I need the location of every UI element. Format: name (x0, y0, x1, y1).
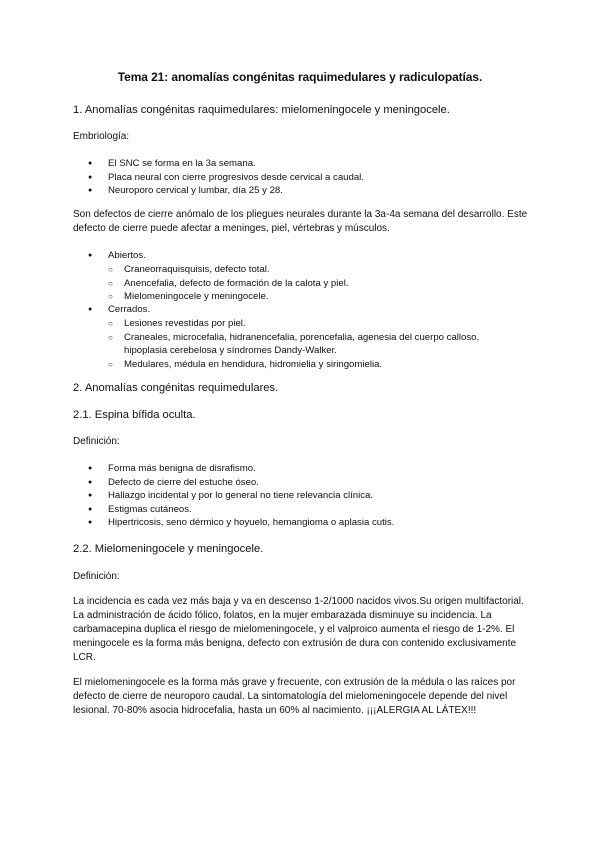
embriologia-label: Embriología: (73, 131, 130, 142)
section-2-heading: 2. Anomalías congénitas requimedulares. (73, 382, 279, 394)
list-item: ● Placa neural con cierre progresivos desde cervical a caudal. (88, 171, 364, 185)
sublist-item: ○ Anencefalia, defecto de formación de la calota y piel. (88, 277, 349, 291)
sublist-item (88, 358, 484, 372)
section-2-2-paragraph-1: La incidencia es cada vez más baja y va en descenso 1-2/1000 nacidos vivos.Su origen multifactorial. La administración de ácido fólico, folatos, en la mujer embarazada disminuye su incidencia. La carbamacepina duplica el riesgo de mielomeningocele, y el valproico aumenta el riesgo de 1-2%. El meningocele es la forma más benigna, defecto con extrusión de dura con contenido exclusivamente LCR. (73, 596, 524, 663)
list-item: ● Hallazgo incidental y por lo general no tiene relevancia clínica. (88, 489, 394, 503)
abiertos-sublist (88, 263, 349, 304)
defect-type-list-2 (88, 303, 150, 317)
section-1-paragraph: Son defectos de cierre anómalo de los pliegues neurales durante la 3a-4a semana del desarrollo. Este defecto de cierre puede afectar a meninges, piel, vértebras y músculos. (73, 209, 528, 234)
sublist-item-text: ○ Craneales, microcefalia, hidranencefalia, porencefalia, agenesia del cuerpo calloso, hipoplasia cerebelosa y síndromes Dandy-Walker. (124, 331, 480, 356)
list-item: ● Neuroporo cervical y lumbar, día 25 y 28. (88, 184, 364, 198)
list-item-cerrados (88, 303, 150, 317)
list-item: ● El SNC se forma en la 3a semana. (88, 157, 364, 171)
espina-bifida-list (88, 462, 394, 530)
section-2-2-paragraph-2: El mielomeningocele es la forma más grave y frecuente, con extrusión de la médula o las raíces por defecto de cierre de neuroporo caudal. La sintomatología del mielomeningocele depende del nivel lesional. 70-80% asocia hidrocefalia, hasta un 60% al nacimiento. ¡¡¡ALERGIA AL LÁTEX!!! (73, 677, 516, 716)
list-item: ● Defecto de cierre del estuche óseo. (88, 476, 394, 490)
sublist-item: ○ Mielomeningocele y meningocele. (88, 290, 349, 304)
section-2-1-heading: 2.1. Espina bífida oculta. (73, 409, 196, 421)
sublist-item (88, 317, 484, 331)
abiertos-label: Abiertos. (108, 250, 146, 261)
sublist-item-text: ○ Medulares, médula en hendidura, hidromielia y siringomielia. (124, 358, 383, 370)
sublist-item-text: ○ Lesiones revestidas por piel. (124, 318, 246, 329)
definicion-label-2: Definición: (73, 571, 120, 582)
sublist-item (88, 331, 484, 358)
section-1-heading: 1. Anomalías congénitas raquimedulares: mielomeningocele y meningocele. (73, 104, 450, 116)
document-title: Tema 21: anomalías congénitas raquimedulares y radiculopatías. (117, 70, 483, 84)
list-item: ● Hipertricosis, seno dérmico y hoyuelo, hemangioma o aplasia cutis. (88, 516, 394, 530)
cerrados-label: Cerrados. (108, 304, 151, 315)
list-item: ● Estigmas cutáneos. (88, 503, 394, 517)
embriologia-list (88, 157, 364, 198)
defect-type-list (88, 249, 146, 263)
definicion-label-1: Definición: (73, 436, 120, 447)
sublist-item: ○ Craneorraquisquisis, defecto total. (88, 263, 349, 277)
cerrados-sublist (88, 317, 484, 371)
list-item-abiertos (88, 249, 146, 263)
section-2-2-heading: 2.2. Mielomeningocele y meningocele. (73, 543, 264, 555)
list-item: ● Forma más benigna de disrafismo. (88, 462, 394, 476)
